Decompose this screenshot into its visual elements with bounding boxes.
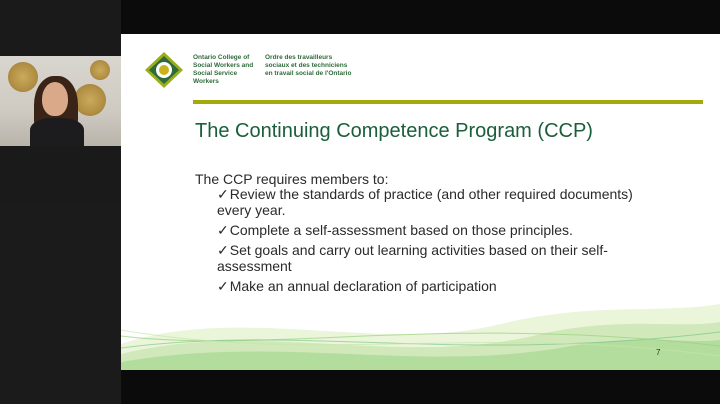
slide-title: The Continuing Competence Program (CCP)	[195, 120, 593, 142]
participant-tile-top[interactable]	[0, 0, 121, 202]
slide-intro: The CCP requires members to:	[195, 171, 389, 187]
page-number: 7	[656, 348, 661, 357]
ocswssw-logo-icon	[143, 50, 185, 90]
org-name-en: Ontario College of Social Workers and Social Service Workers	[193, 54, 254, 85]
checkmark-icon: ✓	[217, 242, 229, 258]
decorative-waves	[121, 284, 720, 370]
wall-decor	[74, 84, 106, 116]
face	[42, 82, 68, 116]
participant-tile-bottom[interactable]	[0, 202, 121, 404]
checkmark-icon: ✓	[217, 186, 229, 202]
participant-video-1	[0, 56, 121, 146]
checkmark-icon: ✓	[217, 222, 229, 238]
presentation-slide	[121, 34, 720, 370]
checkmark-icon: ✓	[217, 278, 229, 294]
header-rule	[193, 100, 703, 104]
torso	[30, 118, 84, 146]
org-name-fr: Ordre des travailleurs sociaux et des techniciens en travail social de l'Ontario	[265, 54, 352, 77]
list-item: ✓Make an annual declaration of participation	[217, 278, 497, 294]
bullet-list	[217, 186, 657, 298]
wall-decor	[8, 62, 38, 92]
list-item: ✓Complete a self-assessment based on those principles.	[217, 222, 573, 238]
list-item: ✓Set goals and carry out learning activities based on their self-assessment	[217, 242, 608, 274]
list-item: ✓Review the standards of practice (and other required documents) every year.	[217, 186, 633, 218]
wall-decor	[90, 60, 110, 80]
